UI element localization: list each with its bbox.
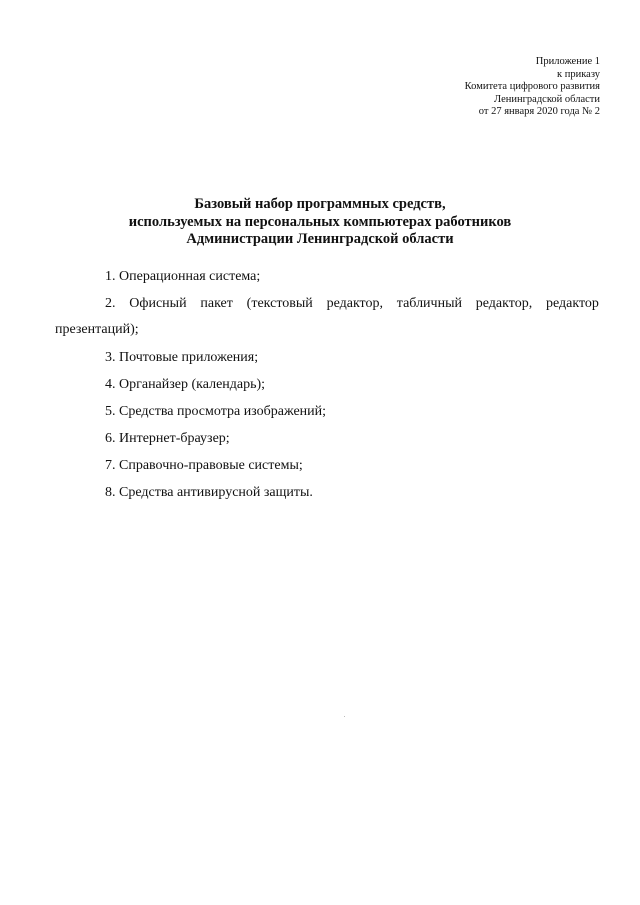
- list-item: [55, 484, 599, 501]
- list-item: [55, 349, 599, 366]
- list-item-text: 7. Справочно-правовые системы;: [105, 458, 303, 473]
- word: 2.: [105, 296, 116, 311]
- word: Офисный: [129, 296, 187, 311]
- list-item: [55, 268, 599, 285]
- list-item: [55, 403, 599, 420]
- list-item-text: 6. Интернет-браузер;: [105, 431, 230, 446]
- scan-speck: [344, 716, 345, 717]
- title-line-1: Базовый набор программных средств,: [194, 196, 446, 212]
- word: редактор,: [326, 296, 383, 311]
- appendix-order-label: к приказу: [557, 68, 600, 80]
- word: (текстовый: [246, 296, 313, 311]
- appendix-committee: Комитета цифрового развития: [464, 81, 600, 92]
- title-line-2: используемых на персональных компьютерах работников: [128, 213, 512, 230]
- list-item: [55, 457, 599, 474]
- list-item-text: 4. Органайзер (календарь);: [105, 377, 266, 392]
- list-item-text: 3. Почтовые приложения;: [105, 350, 259, 365]
- appendix-number: Приложение 1: [535, 56, 600, 67]
- list-item: [55, 295, 599, 338]
- list-item-text: 8. Средства антивирусной защиты.: [105, 485, 313, 500]
- word: редактор,: [475, 296, 533, 311]
- word: редактор: [546, 296, 599, 311]
- list-item: [55, 430, 599, 447]
- title-line-3: Администрации Ленинградской области: [186, 231, 454, 247]
- appendix-reference: [465, 56, 600, 119]
- list-item: [55, 376, 599, 393]
- list-item-text: 5. Средства просмотра изображений;: [105, 404, 327, 419]
- appendix-date-number: от 27 января 2020 года № 2: [478, 106, 600, 117]
- list-item-first-line: [105, 295, 599, 312]
- word: пакет: [200, 296, 233, 311]
- document-title: [0, 196, 640, 249]
- list-item-text: 1. Операционная система;: [105, 269, 261, 284]
- word: табличный: [396, 296, 462, 311]
- appendix-region: Ленинградской области: [494, 93, 600, 105]
- list-item-continuation: презентаций);: [55, 322, 139, 337]
